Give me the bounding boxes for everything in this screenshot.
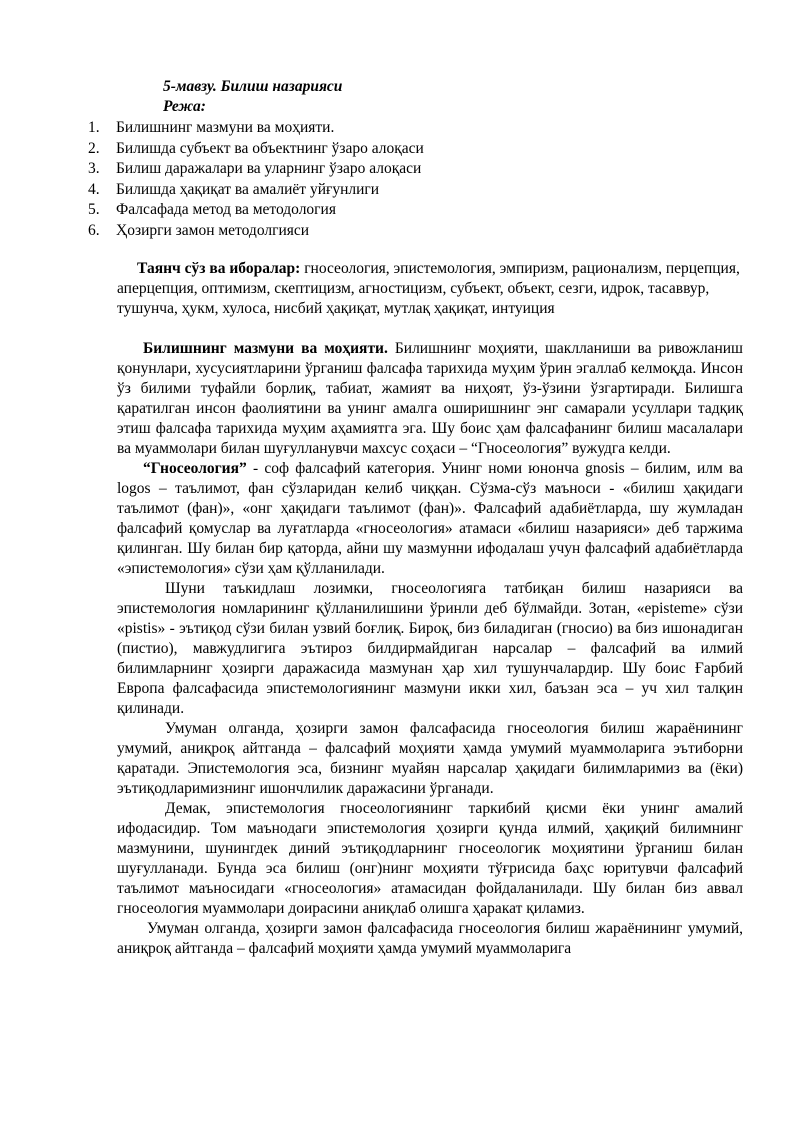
plan-list [88,118,424,242]
keywords-paragraph [117,259,743,319]
document-title: 5-мавзу. Билиш назарияси [163,78,343,95]
body-text [117,339,743,959]
paragraph: “Гносеология” - соф фалсафий категория. Унинг номи юнонча gnosis – билим, илм ва logos – таълимот, фан сўзларидан келиб чиққан. Сўзма-сўз маъноси - «билиш ҳақидаги таълимот (фан)», «онг ҳақидаги таълимот (фан)». Фалсафий адабиётларда, шу жумладан фалсафий қомуслар ва луғатларда «гносеология» атамаси «билиш назарияси» деб таржима қилинган. Шу билан бир қаторда, айни шу мазмунни ифодалаш учун фалсафий адабиётларда «эпистемология» сўзи ҳам қўлланилади. [117,460,743,577]
plan-item: 5. Фалсафада метод ва методология [88,201,336,219]
paragraph: Умуман олганда, ҳозирги замон фалсафасида гносеология билиш жараёнининг умумий, аниқроқ айтганда – фалсафий моҳияти ҳамда умумий муаммоларига [117,920,743,957]
plan-item: 3. Билиш даражалари ва уларнинг ўзаро алоқаси [88,160,422,178]
keywords-label: Таянч сўз ва иборалар: [137,260,301,277]
paragraph: Шуни таъкидлаш лозимки, гносеологияга татбиқан билиш назарияси ва эпистемология номларининг қўлланилишини ўринли деб бўлмайди. Зотан, «episteme» сўзи «pistis» - эътиқод сўзи билан узвий боғлиқ. Бироқ, биз биладиган (гносио) ва биз ишонадиган (пистио), мавжудлигига эътироз билдирмайдиган нарсалар – фалсафий ва илмий билимларнинг ҳозирги даражасида мазмунан ҳар хил тушунчалардир. Шу боис Ғарбий Европа фалсафасида эпистемологиянинг мазмуни икки хил, баъзан эса – уч хил талқин қилинади. [117,580,743,717]
paragraph: Билишнинг мазмуни ва моҳияти. Билишнинг моҳияти, шаклланиши ва ривожланиш қонунлари, хусусиятларини ўрганиш фалсафа тарихида муҳим ўрин эгаллаб келмоқда. Инсон ўз билими туфайли борлиқ, табиат, жамият ва ниҳоят, ўз-ўзини ўзгартиради. Билишга қаратилган инсон фаолиятини ва унинг амалга оширишнинг энг самарали усуллари тадқиқ этиш фалсафа тарихида муҳим аҳамиятга эга. Шу боис ҳам фалсафанинг билиш масалалари ва муаммолари билан шуғулланувчи махсус соҳаси – “Гносеология” вужудга келди. [117,340,743,457]
paragraph: Демак, эпистемология гносеологиянинг таркибий қисми ёки унинг амалий ифодасидир. Том маънодаги эпистемология ҳозирги қунда илмий, ҳақиқий билимнинг мазмунини, шунингдек диний эътиқодларнинг гносеологик моҳиятини ўрганиш билан шуғулланади. Бунда эса билиш (онг)нинг моҳияти тўғрисида баҳс юритувчи фалсафий таълимот маъносидаги «гносеология» атамасидан фойдаланилади. Шу билан биз аввал гносеология муаммолари доирасини аниқлаб олишга ҳаракат қиламиз. [117,800,743,917]
section-heading: Билишнинг мазмуни ва моҳияти. [143,340,388,357]
paragraph: Умуман олганда, ҳозирги замон фалсафасида гносеология билиш жараёнининг умумий, аниқроқ айтганда – фалсафий моҳияти ҳамда умумий муаммоларига эътиборни қаратади. Эпистемология эса, бизнинг муайян нарсалар ҳақидаги билимларимиз ва (ёки) эътиқодларимизнинг ишончлилик даражасини ўрганади. [117,720,743,797]
plan-item: 2. Билишда субъект ва объектнинг ўзаро алоқаси [88,139,424,157]
plan-heading: Режа: [163,98,206,115]
plan-item: 4. Билишда ҳақиқат ва амалиёт уйғунлиги [88,180,380,198]
plan-item: 6. Ҳозирги замон методолгияси [88,221,310,239]
term-gnoseology: “Гносеология” [143,460,247,477]
keywords-text: гносеология, эпистемология, эмпиризм, рационализм, перцепция, аперцепция, оптимизм, скептицизм, агностицизм, субъект, объект, сезги, идрок, тасаввур, тушунча, ҳукм, хулоса, нисбий ҳақиқат, мутлақ ҳақиқат, интуиция [117,260,740,317]
plan-item: 1. Билишнинг мазмуни ва моҳияти. [88,119,335,136]
